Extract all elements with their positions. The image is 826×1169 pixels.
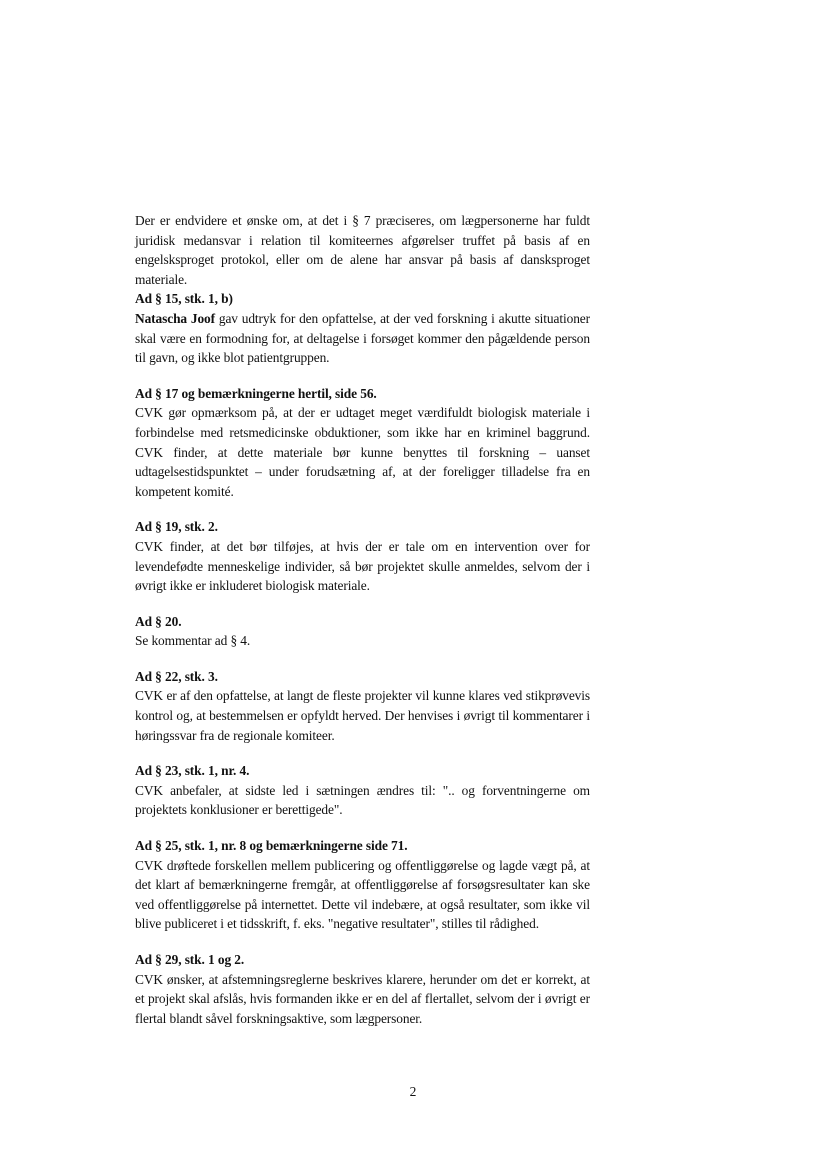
section-heading: Ad § 20. (135, 613, 182, 629)
speaker-name: Natascha Joof (135, 310, 216, 326)
section-15 (135, 289, 590, 367)
section-17 (135, 384, 590, 502)
section-heading: Ad § 23, stk. 1, nr. 4. (135, 763, 250, 779)
page-number: 2 (409, 1084, 417, 1099)
section-heading: Ad § 15, stk. 1, b) (135, 291, 233, 307)
section-29 (135, 950, 590, 1028)
section-body: CVK gør opmærksom på, at der er udtaget meget værdifuldt biologisk materiale i forbindelse med retsmedicinske obduktioner, som ikke har en kriminel baggrund. CVK finder, at dette materiale bør kunne benyttes til forskning – uanset udtagelsestidspunktet – under forudsætning af, at der foreligger tilladelse fra en kompetent komité. (135, 405, 590, 499)
section-19 (135, 517, 590, 595)
section-text: gav udtryk for den opfattelse, at der ved forskning i akutte situationer skal være en formodning for, at deltagelse i forsøget kommer den pågældende person til gavn, og ikke blot patientgruppen. (135, 310, 590, 366)
section-heading: Ad § 22, stk. 3. (135, 668, 218, 684)
section-25 (135, 836, 590, 934)
section-body: CVK drøftede forskellen mellem publicering og offentliggørelse og lagde vægt på, at det klart af bemærkningerne fremgår, at offentliggørelse af forsøgsresultater kan ske ved offentliggørelse på internettet. Dette vil indebære, at også resultater, som ikke vil blive publiceret i et tidsskrift, f. eks. "negative resultater", stilles til rådighed. (135, 857, 590, 932)
section-heading: Ad § 17 og bemærkningerne hertil, side 56. (135, 385, 377, 401)
document-page (135, 211, 590, 1044)
section-20 (135, 612, 590, 651)
section-22 (135, 667, 590, 745)
section-heading: Ad § 25, stk. 1, nr. 8 og bemærkningerne side 71. (135, 838, 408, 854)
section-body: Se kommentar ad § 4. (135, 633, 251, 649)
section-body (135, 309, 590, 368)
section-23 (135, 761, 590, 820)
section-body: CVK er af den opfattelse, at langt de fleste projekter vil kunne klares ved stikprøvevis kontrol og, at bestemmelsen er opfyldt herved. Der henvises i øvrigt til kommentarer i høringssvar fra de regionale komiteer. (135, 688, 590, 743)
section-body: CVK ønsker, at afstemningsreglerne beskrives klarere, herunder om det er korrekt, at et projekt skal afslås, hvis formanden ikke er en del af flertallet, selvom der i øvrigt er flertal blandt såvel forskningsaktive, som lægpersoner. (135, 971, 590, 1026)
section-body: CVK anbefaler, at sidste led i sætningen ændres til: ".. og forventningerne om projektets konklusioner er berettigede". (135, 782, 590, 818)
section-heading: Ad § 19, stk. 2. (135, 519, 218, 535)
section-body: CVK finder, at det bør tilføjes, at hvis der er tale om en intervention over for levendefødte menneskelige individer, så bør projektet skulle anmeldes, selvom der i øvrigt ikke er inkluderet biologisk materiale. (135, 538, 590, 594)
intro-paragraph: Der er endvidere et ønske om, at det i § 7 præciseres, om lægpersonerne har fuldt juridisk medansvar i relation til komiteernes afgørelser truffet på basis af en engelsksproget protokol, eller om de alene har ansvar på basis af dansksproget materiale. (135, 213, 590, 287)
section-heading: Ad § 29, stk. 1 og 2. (135, 952, 245, 967)
